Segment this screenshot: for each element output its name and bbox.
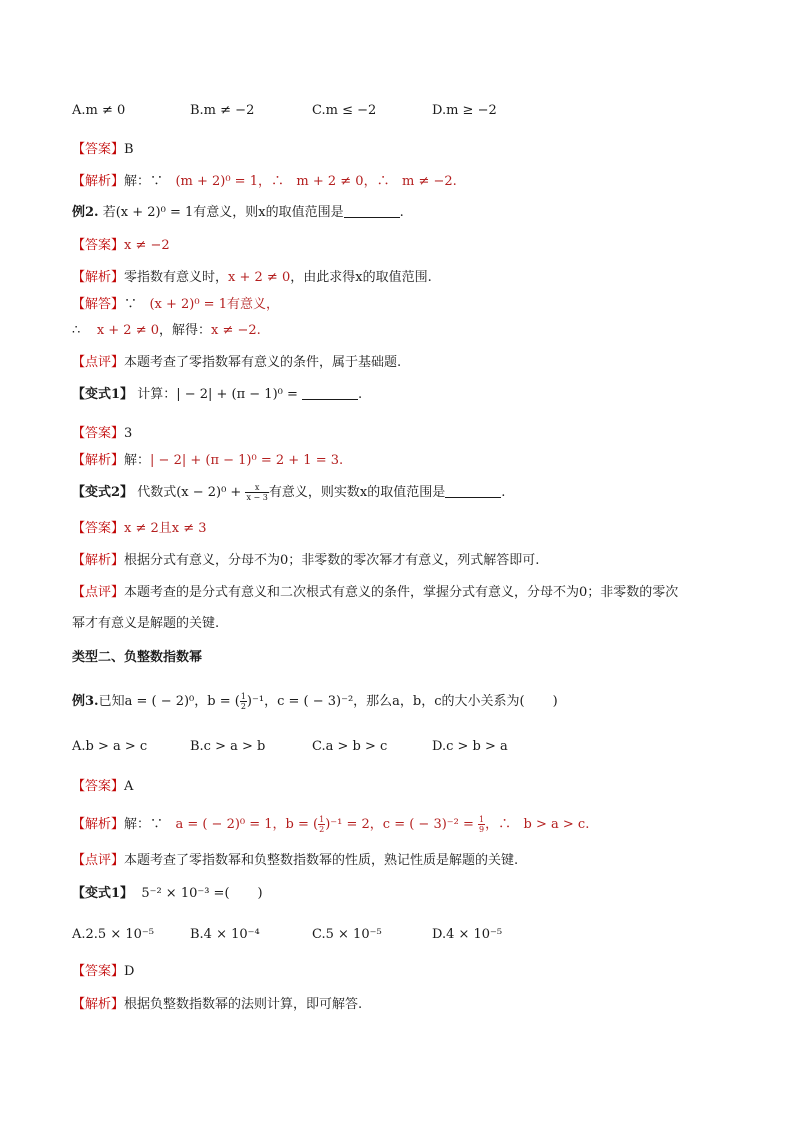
- question-text: 代数式(x − 2)⁰ +: [137, 485, 242, 500]
- question-label: 【变式1】: [72, 387, 134, 402]
- analysis-text: 根据负整数指数幂的法则计算，即可解答.: [124, 997, 363, 1012]
- answer-blank: [302, 385, 358, 400]
- answer-value: x ≠ 2且x ≠ 3: [124, 521, 207, 536]
- q1-analysis: [72, 172, 754, 192]
- stem-end: .: [501, 485, 506, 500]
- option-c: C.a > b > c: [312, 739, 388, 754]
- solution-text: ∴: [72, 323, 81, 338]
- question-text: 5⁻² × 10⁻³ =(: [141, 886, 230, 901]
- fraction: [240, 692, 247, 711]
- question-text: 有意义，则实数x的取值范围是: [268, 485, 446, 500]
- var1-answer: [72, 424, 754, 444]
- comment-text: 本题考查了零指数幂有意义的条件，属于基础题.: [124, 355, 402, 370]
- option-b: B.4 × 10⁻⁴: [190, 927, 260, 942]
- analysis-expr: )⁻¹ = 2，c = ( − 3)⁻² =: [325, 817, 474, 832]
- option-a: A.2.5 × 10⁻⁵: [72, 927, 154, 942]
- answer-tag: 【答案】: [72, 238, 125, 253]
- answer-value: B: [124, 142, 134, 157]
- answer-value: D: [124, 964, 135, 979]
- analysis-text: 根据分式有意义，分母不为0；非零数的零次幂才有意义，列式解答即可.: [124, 553, 540, 568]
- var2-stem: [72, 483, 754, 503]
- answer-blank: [445, 483, 501, 498]
- option-d: D.4 × 10⁻⁵: [432, 927, 503, 942]
- fraction-denominator: 9: [479, 825, 485, 834]
- question-text: )⁻¹，c = ( − 3)⁻²，那么a，b，c的大小关系为(: [246, 694, 525, 709]
- answer-tag: 【答案】: [72, 142, 125, 157]
- answer-blank: [344, 203, 400, 218]
- answer-tag: 【答案】: [72, 426, 125, 441]
- comment-text: 幂才有意义是解题的关键.: [72, 616, 220, 631]
- analysis-expr: m ≠ −2.: [401, 174, 457, 189]
- answer-tag: 【答案】: [72, 779, 125, 794]
- analysis-prefix: 解：∵: [124, 174, 164, 189]
- analysis-tag: 【解析】: [72, 553, 125, 568]
- option-d: D.c > b > a: [432, 739, 508, 754]
- var2-comment: [72, 583, 754, 603]
- answer-tag: 【答案】: [72, 521, 125, 536]
- var3-stem: [72, 884, 754, 904]
- fraction-denominator: x − 3: [246, 493, 268, 502]
- option-c: C.5 × 10⁻⁵: [312, 927, 382, 942]
- solution-expr: x ≠ −2.: [211, 323, 261, 338]
- answer-value: x ≠ −2: [124, 238, 170, 253]
- ex2-solution-line2: [72, 321, 754, 341]
- fraction-numerator: 1: [479, 815, 485, 824]
- solution-expr: x + 2 ≠ 0: [96, 323, 160, 338]
- question-label: 例2.: [72, 205, 99, 220]
- comment-text: 本题考查的是分式有意义和二次根式有意义的条件，掌握分式有意义，分母不为0；非零数的零次: [124, 585, 679, 600]
- solution-expr: (x + 2)⁰ = 1有意义，: [149, 297, 279, 312]
- ex3-answer: [72, 777, 754, 797]
- stem-end: ): [552, 694, 558, 709]
- var3-analysis: [72, 995, 754, 1015]
- option-b: B.m ≠ −2: [190, 103, 255, 118]
- var2-comment-line2: [72, 614, 754, 634]
- analysis-tag: 【解析】: [72, 270, 125, 285]
- analysis-tag: 【解析】: [72, 997, 125, 1012]
- ex2-stem: [72, 203, 754, 223]
- fraction-numerator: 1: [240, 692, 246, 701]
- analysis-expr: b > a > c.: [523, 817, 590, 832]
- solution-text: ∵: [124, 297, 138, 312]
- answer-value: A: [124, 779, 134, 794]
- comment-text: 本题考查了零指数幂和负整数指数幂的性质，熟记性质是解题的关键.: [124, 853, 519, 868]
- answer-value: 3: [124, 426, 133, 441]
- comment-tag: 【点评】: [72, 355, 125, 370]
- fraction-numerator: 1: [319, 815, 325, 824]
- option-a: A.m ≠ 0: [72, 103, 126, 118]
- var3-answer: [72, 962, 754, 982]
- var1-analysis: [72, 451, 754, 471]
- solution-text: ，解得：: [159, 323, 212, 338]
- question-label: 【变式2】: [72, 485, 134, 500]
- analysis-expr: x + 2 ≠ 0: [228, 270, 291, 285]
- fraction: [245, 483, 268, 502]
- analysis-text: 解：: [124, 453, 151, 468]
- stem-end: ): [257, 886, 263, 901]
- option-b: B.c > a > b: [190, 739, 266, 754]
- analysis-expr: | − 2| + (π − 1)⁰ = 2 + 1 = 3.: [150, 453, 344, 468]
- analysis-expr: m + 2 ≠ 0，∴: [296, 174, 390, 189]
- ex3-comment: [72, 851, 754, 871]
- answer-tag: 【答案】: [72, 964, 125, 979]
- question-label: 【变式1】: [72, 886, 134, 901]
- fraction-numerator: x: [245, 483, 268, 493]
- analysis-text: ，由此求得x的取值范围.: [290, 270, 432, 285]
- option-a: A.b > a > c: [72, 739, 148, 754]
- ex3-stem: [72, 692, 754, 712]
- stem-end: .: [399, 205, 404, 220]
- comment-tag: 【点评】: [72, 853, 125, 868]
- section-title: 类型二、负整数指数幂: [72, 650, 203, 665]
- option-c: C.m ≤ −2: [312, 103, 377, 118]
- ex2-answer: [72, 236, 754, 256]
- analysis-expr: ，∴: [485, 817, 512, 832]
- ex2-analysis: [72, 268, 754, 288]
- var2-answer: [72, 519, 754, 539]
- var1-stem: [72, 385, 754, 405]
- analysis-tag: 【解析】: [72, 453, 125, 468]
- analysis-expr: (m + 2)⁰ = 1，∴: [175, 174, 284, 189]
- question-text: 已知a = ( − 2)⁰，b = (: [98, 694, 240, 709]
- option-d: D.m ≥ −2: [432, 103, 497, 118]
- fraction-denominator: 2: [240, 702, 246, 711]
- question-text: 若(x + 2)⁰ = 1有意义，则x的取值范围是: [102, 205, 344, 220]
- solution-tag: 【解答】: [72, 297, 125, 312]
- analysis-tag: 【解析】: [72, 174, 125, 189]
- analysis-prefix: 解：∵: [124, 817, 164, 832]
- ex2-solution: [72, 295, 754, 315]
- analysis-expr: a = ( − 2)⁰ = 1，b = (: [175, 817, 319, 832]
- q1-answer: [72, 140, 754, 160]
- var2-analysis: [72, 551, 754, 571]
- question-label: 例3.: [72, 694, 99, 709]
- fraction-denominator: 2: [319, 825, 325, 834]
- analysis-tag: 【解析】: [72, 817, 125, 832]
- analysis-text: 零指数有意义时，: [124, 270, 229, 285]
- stem-end: .: [358, 387, 363, 402]
- ex2-comment: [72, 353, 754, 373]
- question-text: 计算：| − 2| + (π − 1)⁰ =: [137, 387, 298, 402]
- ex3-analysis: [72, 815, 754, 835]
- comment-tag: 【点评】: [72, 585, 125, 600]
